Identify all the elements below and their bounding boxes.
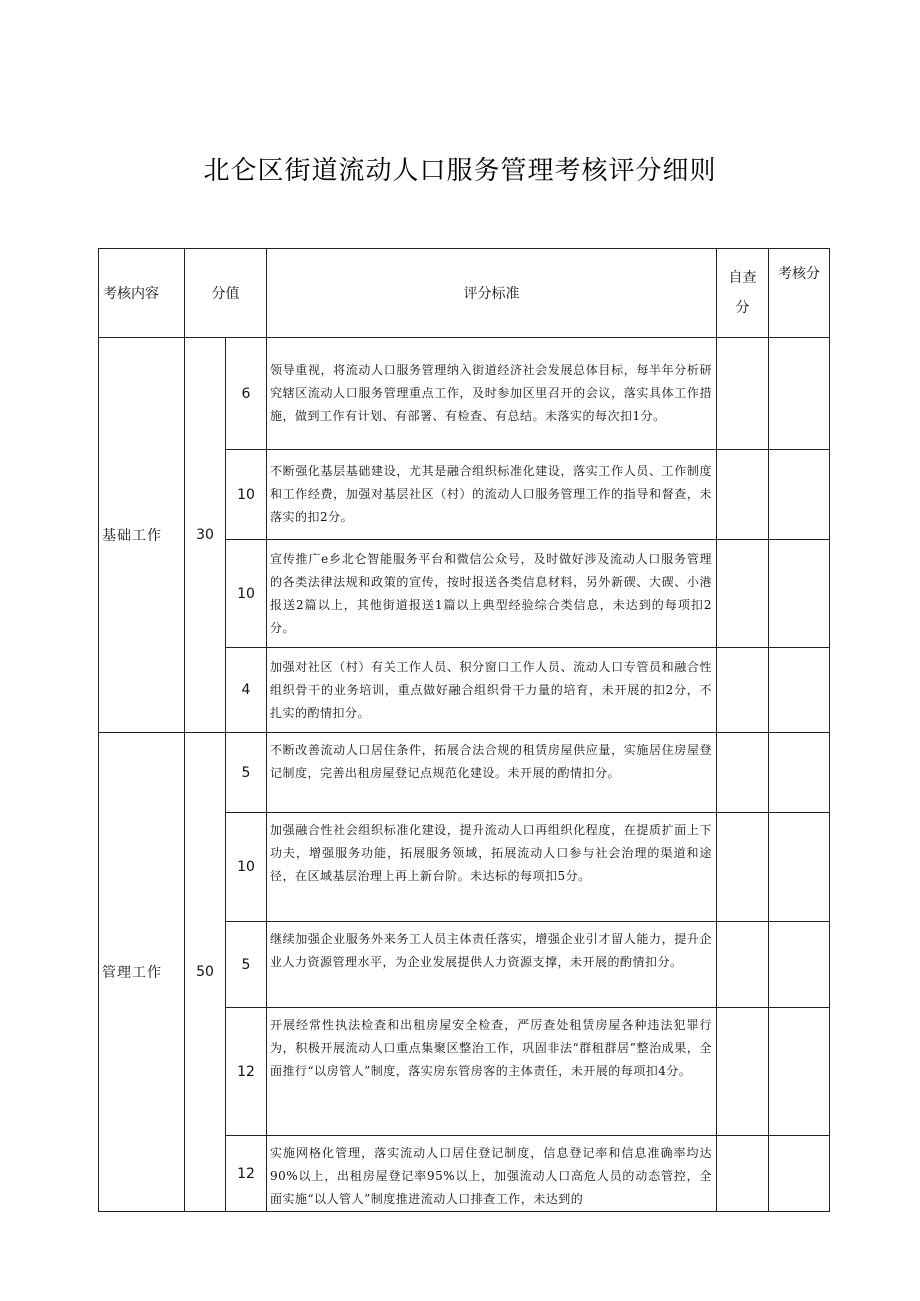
item-score: 10 xyxy=(226,450,267,540)
table-row xyxy=(99,338,830,450)
item-criteria: 开展经常性执法检查和出租房屋安全检查，严厉查处租赁房屋各种违法犯罪行为，积极开展流动人口重点集聚区整治工作，巩固非法“群租群居”整治成果，全面推行“以房管人”制度，落实房东管房客的主体责任，未开展的每项扣4分。 xyxy=(267,1008,717,1136)
self-check-cell[interactable] xyxy=(717,648,769,733)
self-check-cell[interactable] xyxy=(717,450,769,540)
header-value: 分值 xyxy=(185,249,267,338)
header-content: 考核内容 xyxy=(99,249,185,338)
category-management-work: 管理工作 xyxy=(99,733,185,1212)
assessment-cell[interactable] xyxy=(769,922,830,1008)
item-criteria: 不断改善流动人口居住条件，拓展合法合规的租赁房屋供应量，实施居住房屋登记制度，完善出租房屋登记点规范化建设。未开展的酌情扣分。 xyxy=(267,733,717,813)
self-check-cell[interactable] xyxy=(717,540,769,648)
assessment-cell[interactable] xyxy=(769,813,830,922)
category-basic-work: 基础工作 xyxy=(99,338,185,733)
item-score: 6 xyxy=(226,338,267,450)
assessment-cell[interactable] xyxy=(769,1136,830,1212)
assessment-cell[interactable] xyxy=(769,648,830,733)
assessment-cell[interactable] xyxy=(769,338,830,450)
header-self-check: 自查 分 xyxy=(717,249,769,338)
item-criteria: 领导重视，将流动人口服务管理纳入街道经济社会发展总体目标，每半年分析研究辖区流动人口服务管理重点工作，及时参加区里召开的会议，落实具体工作措施，做到工作有计划、有部署、有检查、有总结。未落实的每次扣1分。 xyxy=(267,338,717,450)
category-total-score: 30 xyxy=(185,338,226,733)
item-score: 10 xyxy=(226,540,267,648)
header-criteria: 评分标准 xyxy=(267,249,717,338)
self-check-cell[interactable] xyxy=(717,1136,769,1212)
item-criteria: 加强融合性社会组织标准化建设，提升流动人口再组织化程度，在提质扩面上下功夫，增强服务功能，拓展服务领域，拓展流动人口参与社会治理的渠道和途径，在区域基层治理上再上新台阶。未达标的每项扣5分。 xyxy=(267,813,717,922)
item-score: 5 xyxy=(226,733,267,813)
self-check-cell[interactable] xyxy=(717,1008,769,1136)
assessment-cell[interactable] xyxy=(769,450,830,540)
item-criteria: 不断强化基层基础建设，尤其是融合组织标准化建设，落实工作人员、工作制度和工作经费，加强对基层社区（村）的流动人口服务管理工作的指导和督查，未落实的扣2分。 xyxy=(267,450,717,540)
assessment-cell[interactable] xyxy=(769,733,830,813)
item-criteria: 实施网格化管理，落实流动人口居住登记制度，信息登记率和信息准确率均达90%以上，出租房屋登记率95%以上，加强流动人口高危人员的动态管控，全面实施“以人管人”制度推进流动人口排查工作，未达到的 xyxy=(267,1136,717,1212)
item-score: 4 xyxy=(226,648,267,733)
assessment-cell[interactable] xyxy=(769,540,830,648)
self-check-cell[interactable] xyxy=(717,922,769,1008)
self-check-cell[interactable] xyxy=(717,733,769,813)
item-score: 12 xyxy=(226,1136,267,1212)
header-assessment: 考核分 xyxy=(769,249,830,338)
table-row xyxy=(99,733,830,813)
item-score: 5 xyxy=(226,922,267,1008)
document-title: 北仑区街道流动人口服务管理考核评分细则 xyxy=(203,156,717,186)
header-row xyxy=(99,249,830,338)
item-score: 10 xyxy=(226,813,267,922)
self-check-cell[interactable] xyxy=(717,813,769,922)
scoring-table xyxy=(98,248,830,1212)
assessment-cell[interactable] xyxy=(769,1008,830,1136)
item-criteria: 宣传推广e乡北仑智能服务平台和微信公众号，及时做好涉及流动人口服务管理的各类法律法规和政策的宣传，按时报送各类信息材料，另外新碶、大碶、小港报送2篇以上，其他街道报送1篇以上典型经验综合类信息，未达到的每项扣2分。 xyxy=(267,540,717,648)
item-criteria: 继续加强企业服务外来务工人员主体责任落实，增强企业引才留人能力，提升企业人力资源管理水平，为企业发展提供人力资源支撑，未开展的酌情扣分。 xyxy=(267,922,717,1008)
item-score: 12 xyxy=(226,1008,267,1136)
item-criteria: 加强对社区（村）有关工作人员、积分窗口工作人员、流动人口专管员和融合性组织骨干的业务培训，重点做好融合组织骨干力量的培育，未开展的扣2分，不扎实的酌情扣分。 xyxy=(267,648,717,733)
self-check-cell[interactable] xyxy=(717,338,769,450)
category-total-score: 50 xyxy=(185,733,226,1212)
